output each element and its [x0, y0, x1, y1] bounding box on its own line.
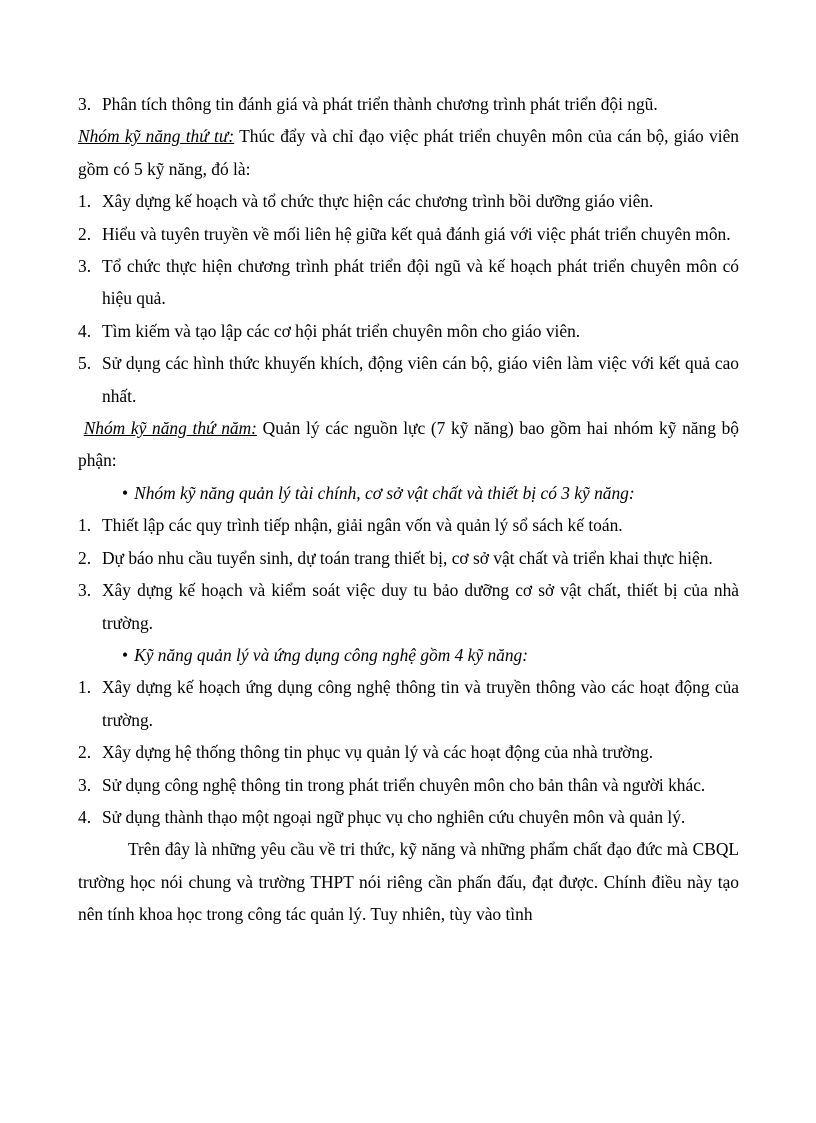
list-item-text: Sử dụng các hình thức khuyến khích, động viên cán bộ, giáo viên làm việc với kết quả cao nhất. [102, 353, 739, 406]
list-item: 4. Sử dụng thành thạo một ngoại ngữ phục vụ cho nghiên cứu chuyên môn và quản lý. [78, 806, 686, 827]
list-item-text: Xây dựng kế hoạch và kiểm soát việc duy tu bảo dưỡng cơ sở vật chất, thiết bị của nhà trường. [102, 580, 739, 633]
list-item: 2. Dự báo nhu cầu tuyển sinh, dự toán trang thiết bị, cơ sở vật chất và triển khai thực hiện. [78, 547, 713, 568]
list-item: 1. Thiết lập các quy trình tiếp nhận, giải ngân vốn và quản lý sổ sách kế toán. [78, 515, 623, 536]
list-item: 4. Tìm kiếm và tạo lập các cơ hội phát triển chuyên môn cho giáo viên. [78, 320, 581, 341]
previous-list-tail [78, 88, 739, 120]
bullet-icon: • [122, 644, 129, 665]
list-item: 2. Hiểu và tuyên truyền về mối liên hệ giữa kết quả đánh giá với việc phát triển chuyên môn. [78, 223, 731, 244]
list-item-text: Sử dụng công nghệ thông tin trong phát triển chuyên môn cho bản thân và người khác. [102, 774, 706, 795]
group4-list [78, 185, 739, 412]
list-item-text: Xây dựng kế hoạch ứng dụng công nghệ thông tin và truyền thông vào các hoạt động của trường. [102, 677, 739, 730]
list-item: 3. Phân tích thông tin đánh giá và phát triển thành chương trình phát triển đội ngũ. [78, 94, 658, 114]
list-item: 1. Xây dựng kế hoạch và tổ chức thực hiện các chương trình bồi dưỡng giáo viên. [78, 191, 654, 212]
group4-paragraph [78, 120, 739, 185]
group5-intro: Quản lý các nguồn lực (7 kỹ năng) bao gồm hai nhóm kỹ năng bộ phận: [78, 418, 739, 471]
group5-sub2-heading-list [78, 639, 739, 671]
list-item-text: Xây dựng hệ thống thông tin phục vụ quản lý và các hoạt động của nhà trường. [102, 742, 654, 763]
list-item-text: Xây dựng kế hoạch và tổ chức thực hiện các chương trình bồi dưỡng giáo viên. [102, 191, 654, 212]
group4-intro: Thúc đẩy và chỉ đạo việc phát triển chuyên môn của cán bộ, giáo viên gồm có 5 kỹ năng, đó là: [78, 126, 739, 179]
list-item: 3. Tổ chức thực hiện chương trình phát triển đội ngũ và kế hoạch phát triển chuyên môn có hiệu quả. [78, 256, 739, 309]
group5-sub1-list [78, 509, 739, 639]
group4-heading: Nhóm kỹ năng thứ tư: [78, 126, 235, 147]
sub2-title [78, 639, 739, 671]
sub1-title [78, 477, 739, 509]
group5-sub2-list [78, 671, 739, 833]
bullet-icon: • [122, 482, 129, 503]
list-item-text: Phân tích thông tin đánh giá và phát triển thành chương trình phát triển đội ngũ. [102, 94, 658, 114]
list-item: 3. Sử dụng công nghệ thông tin trong phát triển chuyên môn cho bản thân và người khác. [78, 774, 706, 795]
group5-sub1-heading-list [78, 477, 739, 509]
sub2-title-text: Kỹ năng quản lý và ứng dụng công nghệ gồm 4 kỹ năng: [134, 644, 529, 665]
list-item-text: Thiết lập các quy trình tiếp nhận, giải ngân vốn và quản lý sổ sách kế toán. [102, 515, 623, 536]
document-body [78, 88, 739, 931]
list-item-text: Sử dụng thành thạo một ngoại ngữ phục vụ cho nghiên cứu chuyên môn và quản lý. [102, 806, 686, 827]
sub1-title-text: Nhóm kỹ năng quản lý tài chính, cơ sở vật chất và thiết bị có 3 kỹ năng: [134, 482, 635, 503]
list-item: 1. Xây dựng kế hoạch ứng dụng công nghệ thông tin và truyền thông vào các hoạt động của trường. [78, 677, 739, 730]
list-item: 3. Xây dựng kế hoạch và kiểm soát việc duy tu bảo dưỡng cơ sở vật chất, thiết bị của nhà trường. [78, 580, 739, 633]
list-item: 5. Sử dụng các hình thức khuyến khích, động viên cán bộ, giáo viên làm việc với kết quả cao nhất. [78, 353, 739, 406]
list-item: 2. Xây dựng hệ thống thông tin phục vụ quản lý và các hoạt động của nhà trường. [78, 742, 654, 763]
group5-paragraph [78, 412, 739, 477]
group5-heading: Nhóm kỹ năng thứ năm: [83, 418, 257, 439]
list-item-text: Tìm kiếm và tạo lập các cơ hội phát triển chuyên môn cho giáo viên. [102, 320, 581, 341]
list-item-text: Tổ chức thực hiện chương trình phát triển đội ngũ và kế hoạch phát triển chuyên môn có hiệu quả. [102, 256, 739, 309]
list-item-text: Dự báo nhu cầu tuyển sinh, dự toán trang thiết bị, cơ sở vật chất và triển khai thực hiện. [102, 547, 713, 568]
list-item-text: Hiểu và tuyên truyền về mối liên hệ giữa kết quả đánh giá với việc phát triển chuyên môn. [102, 223, 731, 244]
closing-paragraph: Trên đây là những yêu cầu về tri thức, kỹ năng và những phẩm chất đạo đức mà CBQL trường học nói chung và trường THPT nói riêng cần phấn đấu, đạt được. Chính điều này tạo nên tính khoa học trong công tác quản lý. Tuy nhiên, tùy vào tình [78, 839, 739, 925]
